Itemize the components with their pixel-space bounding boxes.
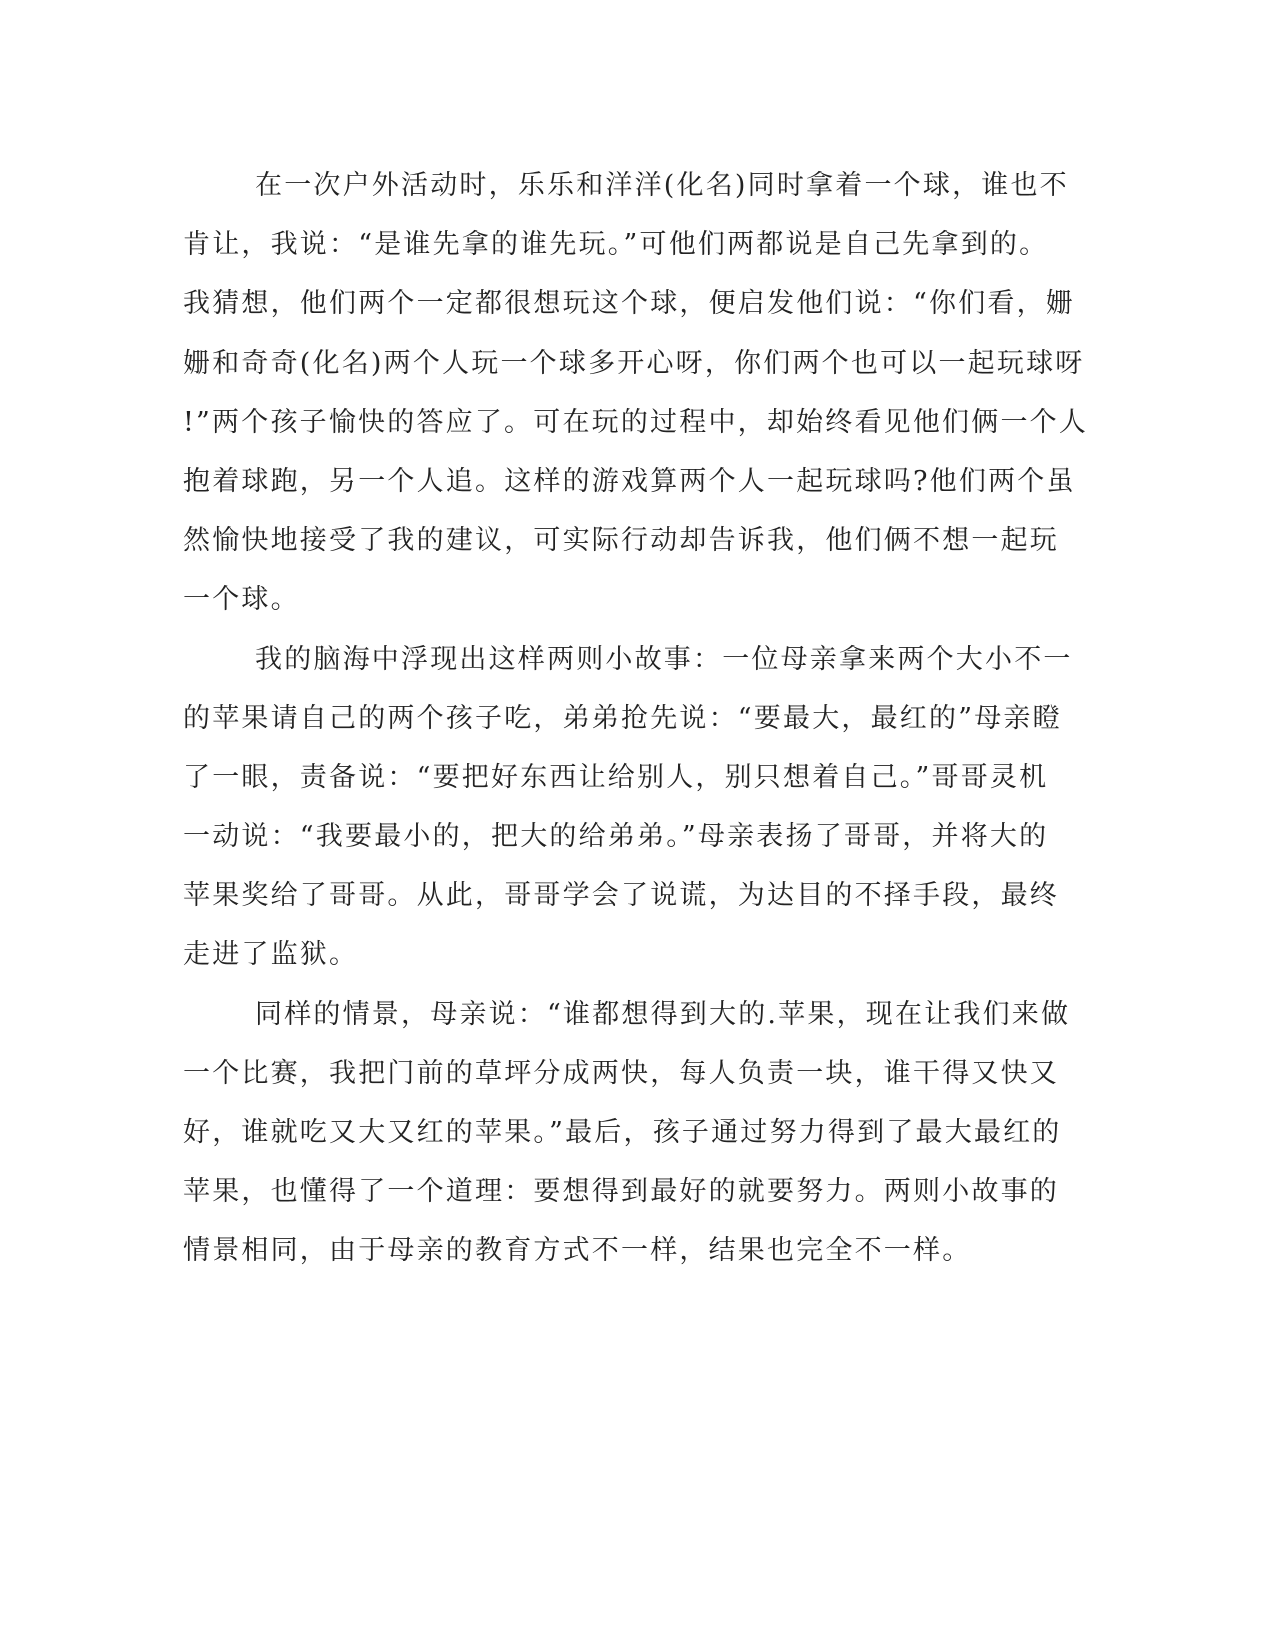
paragraph-1-line-8: 一个球。 [183, 584, 300, 616]
document-body [183, 156, 1089, 1281]
paragraph-3-line-3: 好，谁就吃又大又红的苹果。”最后，孩子通过努力得到了最大最红的 [183, 1117, 1062, 1148]
paragraph-1-line-2: 肯让，我说：“是谁先拿的谁先玩。”可他们两都说是自己先拿到的。 [183, 229, 1049, 261]
paragraph-1-line-4: 姗和奇奇(化名)两个人玩一个球多开心呀，你们两个也可以一起玩球呀 [183, 347, 1085, 379]
paragraph-2-line-1: 我的脑海中浮现出这样两则小故事：一位母亲拿来两个大小不一 [255, 643, 1073, 675]
paragraph-1-line-6: 抱着球跑，另一个人追。这样的游戏算两个人一起玩球吗?他们两个虽 [183, 465, 1076, 497]
paragraph-1-line-3: 我猜想，他们两个一定都很想玩这个球，便启发他们说：“你们看，姗 [183, 288, 1076, 320]
paragraph-3-line-1: 同样的情景，母亲说：“谁都想得到大的.苹果，现在让我们来做 [255, 998, 1071, 1030]
paragraph-1-line-5: !”两个孩子愉快的答应了。可在玩的过程中，却始终看见他们俩一个人 [183, 406, 1089, 438]
paragraph-2-line-5: 苹果奖给了哥哥。从此，哥哥学会了说谎，为达目的不择手段，最终 [183, 880, 1059, 912]
paragraph-1-line-1: 在一次户外活动时，乐乐和洋洋(化名)同时拿着一个球，谁也不 [255, 170, 1069, 201]
paragraph-1-line-7: 然愉快地接受了我的建议，可实际行动却告诉我，他们俩不想一起玩 [183, 525, 1059, 557]
paragraph-1 [183, 156, 1089, 630]
paragraph-2 [183, 630, 1073, 985]
paragraph-2-line-3: 了一眼，责备说：“要把好东西让给别人，别只想着自己。”哥哥灵机 [183, 761, 1049, 793]
paragraph-3-line-5: 情景相同，由于母亲的教育方式不一样，结果也完全不一样。 [183, 1235, 972, 1267]
paragraph-2-line-4: 一动说：“我要最小的，把大的给弟弟。”母亲表扬了哥哥，并将大的 [183, 821, 1049, 853]
paragraph-2-line-6: 走进了监狱。 [183, 939, 359, 971]
paragraph-3-line-2: 一个比赛，我把门前的草坪分成两快，每人负责一块，谁干得又快又 [183, 1057, 1059, 1089]
paragraph-2-line-2: 的苹果请自己的两个孩子吃，弟弟抢先说：“要最大，最红的”母亲瞪 [183, 702, 1062, 734]
paragraph-3 [183, 985, 1071, 1281]
paragraph-3-line-4: 苹果，也懂得了一个道理：要想得到最好的就要努力。两则小故事的 [183, 1176, 1059, 1208]
